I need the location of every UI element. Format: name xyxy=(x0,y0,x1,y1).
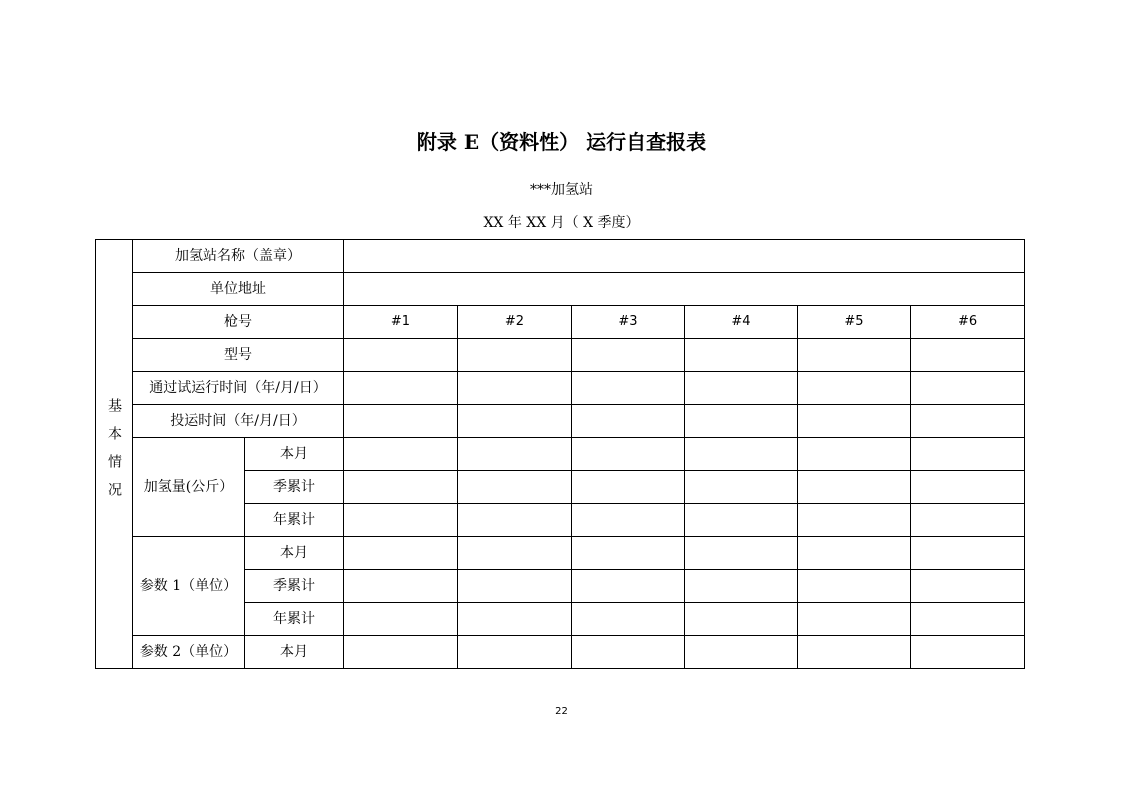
page-title: 附录 E（资料性） 运行自查报表 xyxy=(416,130,707,154)
station-line: ***加氢站 xyxy=(530,182,593,198)
data-cell[interactable] xyxy=(344,438,458,471)
data-cell[interactable] xyxy=(798,636,911,669)
period-month-label: 本月 xyxy=(245,438,344,471)
section-label: 基本情况 xyxy=(96,240,133,669)
period-quarter-label: 季累计 xyxy=(245,471,344,504)
data-cell[interactable] xyxy=(458,537,572,570)
data-cell[interactable] xyxy=(572,504,685,537)
data-cell[interactable] xyxy=(911,570,1025,603)
data-cell[interactable] xyxy=(685,405,798,438)
data-cell[interactable] xyxy=(911,405,1025,438)
data-cell[interactable] xyxy=(572,570,685,603)
address-cell[interactable] xyxy=(344,273,1025,306)
data-cell[interactable] xyxy=(572,405,685,438)
data-cell[interactable] xyxy=(344,471,458,504)
data-cell[interactable] xyxy=(685,504,798,537)
data-cell[interactable] xyxy=(344,636,458,669)
period-line: XX 年 XX 月（ X 季度） xyxy=(483,215,640,231)
data-cell[interactable] xyxy=(685,471,798,504)
gun-header: #6 xyxy=(911,306,1025,339)
data-cell[interactable] xyxy=(911,438,1025,471)
data-cell[interactable] xyxy=(798,339,911,372)
param1-label: 参数 1（单位） xyxy=(133,537,245,636)
period-year-label: 年累计 xyxy=(245,504,344,537)
data-cell[interactable] xyxy=(798,405,911,438)
table-row xyxy=(96,636,1025,669)
data-cell[interactable] xyxy=(685,570,798,603)
page-number: 22 xyxy=(555,706,568,717)
data-cell[interactable] xyxy=(685,603,798,636)
data-cell[interactable] xyxy=(798,570,911,603)
data-cell[interactable] xyxy=(572,339,685,372)
data-cell[interactable] xyxy=(572,537,685,570)
data-cell[interactable] xyxy=(458,372,572,405)
data-cell[interactable] xyxy=(458,504,572,537)
data-cell[interactable] xyxy=(572,438,685,471)
gun-header: #5 xyxy=(798,306,911,339)
table-row xyxy=(96,339,1025,372)
data-cell[interactable] xyxy=(344,570,458,603)
model-label: 型号 xyxy=(133,339,344,372)
data-cell[interactable] xyxy=(798,603,911,636)
trial-time-label: 通过试运行时间（年/月/日） xyxy=(133,372,344,405)
data-cell[interactable] xyxy=(798,537,911,570)
data-cell[interactable] xyxy=(685,339,798,372)
table-row xyxy=(96,273,1025,306)
data-cell[interactable] xyxy=(458,603,572,636)
data-cell[interactable] xyxy=(344,372,458,405)
data-cell[interactable] xyxy=(572,471,685,504)
data-cell[interactable] xyxy=(344,603,458,636)
gun-header: #2 xyxy=(458,306,572,339)
data-cell[interactable] xyxy=(458,471,572,504)
param2-label: 参数 2（单位） xyxy=(133,636,245,669)
data-cell[interactable] xyxy=(458,636,572,669)
data-cell[interactable] xyxy=(911,339,1025,372)
period-month-label: 本月 xyxy=(245,537,344,570)
data-cell[interactable] xyxy=(911,636,1025,669)
commission-time-label: 投运时间（年/月/日） xyxy=(133,405,344,438)
gun-header: #3 xyxy=(572,306,685,339)
data-cell[interactable] xyxy=(798,504,911,537)
self-check-report-table xyxy=(95,239,1025,669)
data-cell[interactable] xyxy=(798,438,911,471)
table-row xyxy=(96,405,1025,438)
data-cell[interactable] xyxy=(572,636,685,669)
gun-header: #4 xyxy=(685,306,798,339)
station-name-label: 加氢站名称（盖章） xyxy=(133,240,344,273)
data-cell[interactable] xyxy=(685,372,798,405)
data-cell[interactable] xyxy=(572,372,685,405)
table-row xyxy=(96,240,1025,273)
data-cell[interactable] xyxy=(458,438,572,471)
data-cell[interactable] xyxy=(798,471,911,504)
gun-no-label: 枪号 xyxy=(133,306,344,339)
data-cell[interactable] xyxy=(344,405,458,438)
address-label: 单位地址 xyxy=(133,273,344,306)
table-row xyxy=(96,306,1025,339)
data-cell[interactable] xyxy=(344,339,458,372)
table-row xyxy=(96,438,1025,471)
data-cell[interactable] xyxy=(685,636,798,669)
data-cell[interactable] xyxy=(798,372,911,405)
hydrogen-label: 加氢量(公斤） xyxy=(133,438,245,537)
data-cell[interactable] xyxy=(344,537,458,570)
data-cell[interactable] xyxy=(344,504,458,537)
data-cell[interactable] xyxy=(685,537,798,570)
data-cell[interactable] xyxy=(458,570,572,603)
period-month-label: 本月 xyxy=(245,636,344,669)
period-quarter-label: 季累计 xyxy=(245,570,344,603)
period-year-label: 年累计 xyxy=(245,603,344,636)
data-cell[interactable] xyxy=(911,537,1025,570)
data-cell[interactable] xyxy=(458,339,572,372)
data-cell[interactable] xyxy=(685,438,798,471)
table-row xyxy=(96,372,1025,405)
table-row xyxy=(96,537,1025,570)
data-cell[interactable] xyxy=(911,504,1025,537)
data-cell[interactable] xyxy=(911,372,1025,405)
data-cell[interactable] xyxy=(572,603,685,636)
gun-header: #1 xyxy=(344,306,458,339)
data-cell[interactable] xyxy=(458,405,572,438)
station-name-cell[interactable] xyxy=(344,240,1025,273)
data-cell[interactable] xyxy=(911,603,1025,636)
data-cell[interactable] xyxy=(911,471,1025,504)
